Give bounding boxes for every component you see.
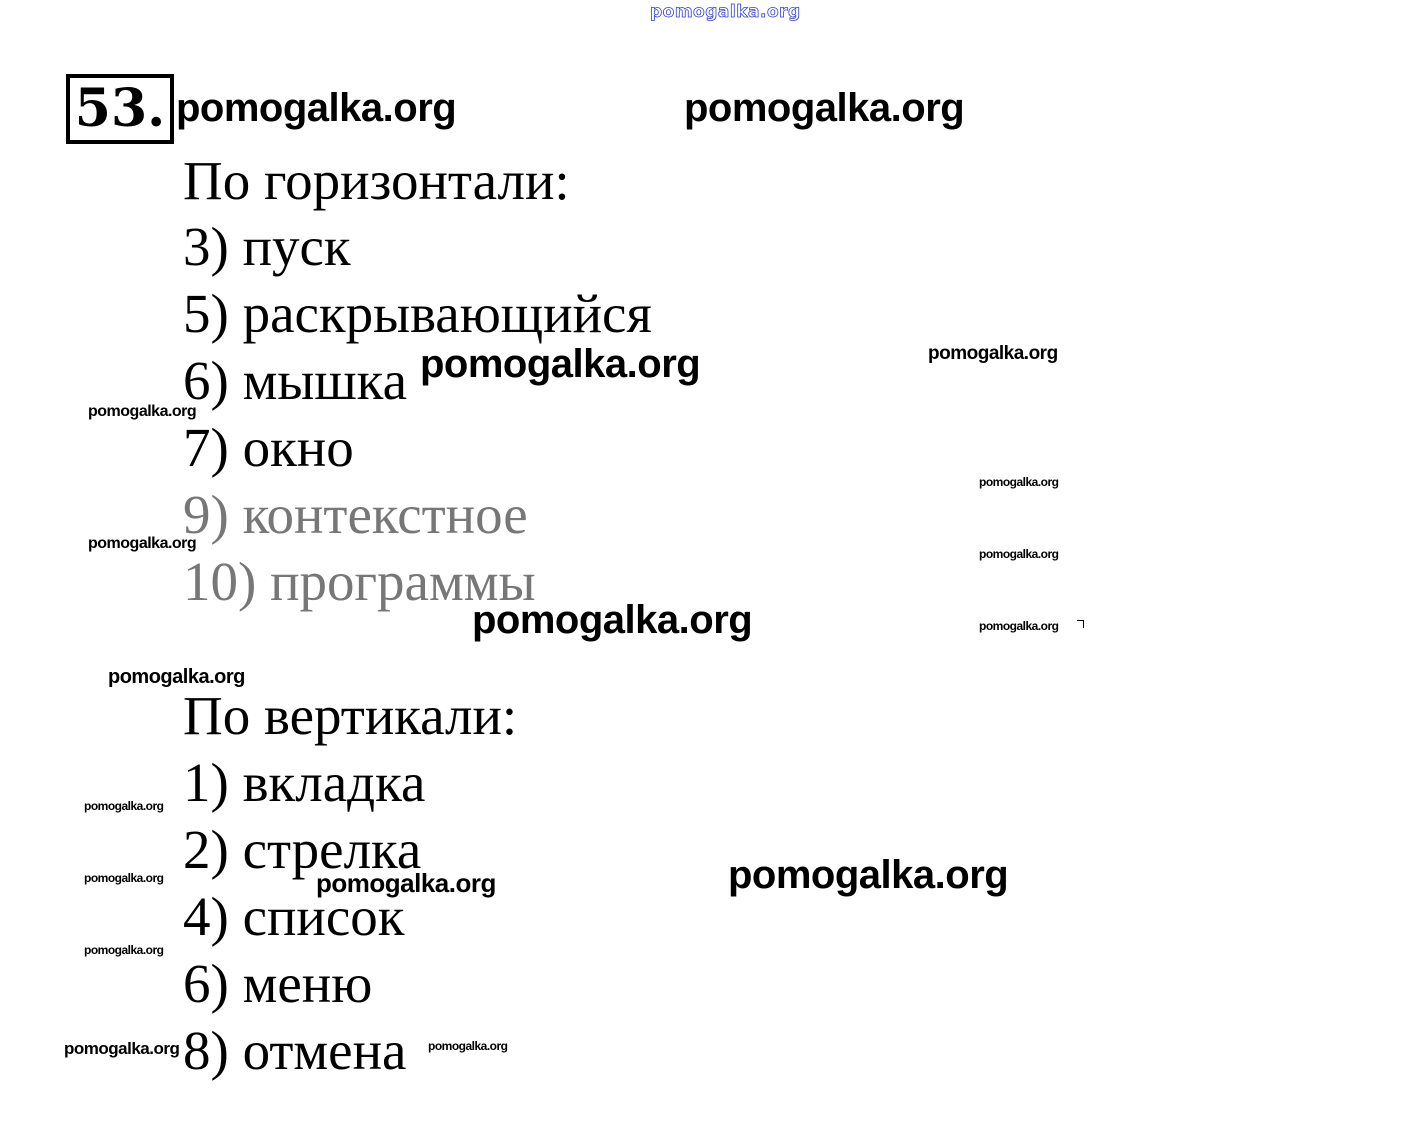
watermark: pomogalka.org: [728, 853, 1009, 897]
watermark: pomogalka.org: [928, 343, 1058, 364]
watermark: pomogalka.org: [979, 547, 1059, 561]
vertical-item: 2) стрелка: [183, 819, 422, 880]
watermark: pomogalka.org: [428, 1039, 508, 1053]
watermark: pomogalka.org: [84, 943, 164, 957]
watermark: pomogalka.org: [88, 535, 197, 552]
watermark: pomogalka.org: [84, 871, 164, 885]
watermark: pomogalka.org: [176, 86, 457, 130]
watermark: pomogalka.org: [420, 342, 701, 386]
horizontal-item: 3) пуск: [183, 216, 351, 277]
watermark: pomogalka.org: [684, 86, 965, 130]
horizontal-item: 7) окно: [183, 417, 354, 478]
vertical-item: 8) отмена: [183, 1020, 407, 1081]
vertical-item: 1) вкладка: [183, 752, 426, 813]
watermark: pomogalka.org: [88, 403, 197, 420]
horizontal-item: 5) раскрывающийся: [183, 283, 652, 344]
watermark: pomogalka.org: [108, 666, 245, 688]
watermark: pomogalka.org: [472, 598, 753, 642]
watermark: pomogalka.org: [64, 1039, 180, 1058]
watermark: pomogalka.org: [316, 868, 496, 898]
task-number: 53.: [66, 74, 174, 144]
corner-mark: [1077, 620, 1084, 628]
horizontal-heading: По горизонтали:: [183, 150, 570, 211]
vertical-heading: По вертикали:: [183, 685, 518, 746]
watermark: pomogalka.org: [979, 619, 1059, 633]
top-watermark: pomogalka.org: [650, 2, 801, 22]
vertical-item: 4) список: [183, 886, 405, 947]
vertical-item: 6) меню: [183, 953, 373, 1014]
watermark: pomogalka.org: [84, 799, 164, 813]
watermark: pomogalka.org: [979, 475, 1059, 489]
horizontal-item: 10) программы: [183, 551, 536, 612]
horizontal-item: 9) контекстное: [183, 484, 528, 545]
horizontal-item: 6) мышка: [183, 350, 407, 411]
